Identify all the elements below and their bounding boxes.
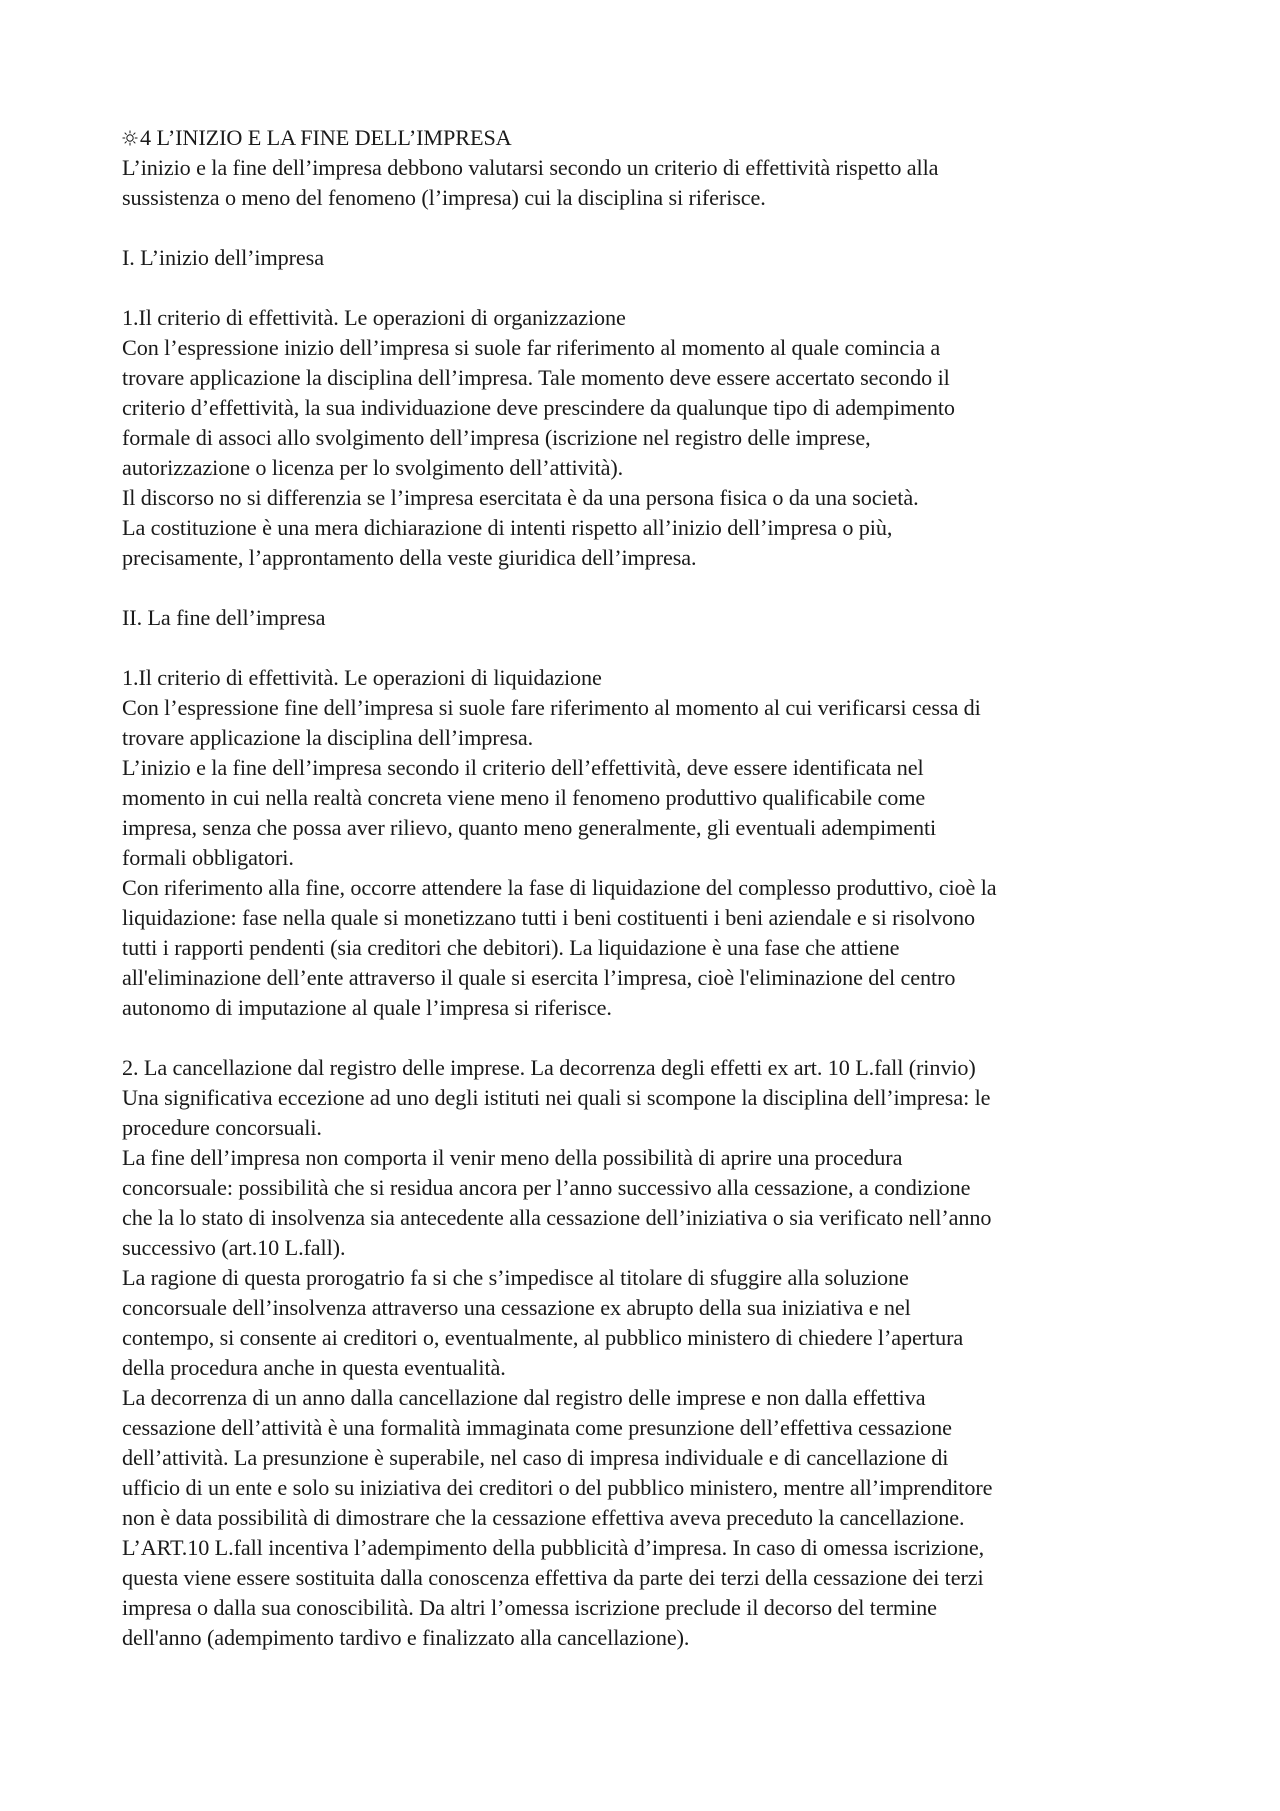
body-line: precisamente, l’approntamento della veste giuridica dell’impresa. [122,545,697,570]
body-line: L’ART.10 L.fall incentiva l’adempimento della pubblicità d’impresa. In caso di omessa iscrizione, [122,1535,985,1560]
intro-line: L’inizio e la fine dell’impresa debbono valutarsi secondo un criterio di effettività rispetto alla [122,155,939,180]
body-line: formali obbligatori. [122,845,294,870]
body-line: formale di associ allo svolgimento dell’impresa (iscrizione nel registro delle imprese, [122,425,871,450]
body-line: concorsuale dell’insolvenza attraverso una cessazione ex abrupto della sua iniziativa e nel [122,1295,911,1320]
sun-icon [122,130,138,146]
document-title-text: 4 L’INIZIO E LA FINE DELL’IMPRESA [140,125,512,150]
intro-line: sussistenza o meno del fenomeno (l’impresa) cui la disciplina si riferisce. [122,185,766,210]
section-heading: II. La fine dell’impresa [122,605,326,630]
body-line: liquidazione: fase nella quale si monetizzano tutti i beni costituenti i beni aziendale e si risolvono [122,905,976,930]
body-line: procedure concorsuali. [122,1115,322,1140]
body-line: all'eliminazione dell’ente attraverso il quale si esercita l’impresa, cioè l'eliminazione del centro [122,965,956,990]
blank-line [122,633,1162,663]
body-line: non è data possibilità di dimostrare che la cessazione effettiva aveva preceduto la cancellazione. [122,1505,965,1530]
body-line: trovare applicazione la disciplina dell’impresa. Tale momento deve essere accertato secondo il [122,365,950,390]
subsection-heading: 1.Il criterio di effettività. Le operazioni di organizzazione [122,305,626,330]
body-line: autorizzazione o licenza per lo svolgimento dell’attività). [122,455,624,480]
body-line: cessazione dell’attività è una formalità immaginata come presunzione dell’effettiva cessazione [122,1415,952,1440]
body-line: tutti i rapporti pendenti (sia creditori che debitori). La liquidazione è una fase che attiene [122,935,900,960]
body-line: Con l’espressione inizio dell’impresa si suole far riferimento al momento al quale comincia a [122,335,941,360]
body-line: dell’attività. La presunzione è superabile, nel caso di impresa individuale e di cancellazione di [122,1445,949,1470]
body-line: Una significativa eccezione ad uno degli istituti nei quali si scompone la disciplina dell’impresa: le [122,1085,991,1110]
body-line: impresa o dalla sua conoscibilità. Da altri l’omessa iscrizione preclude il decorso del termine [122,1595,937,1620]
document-page [122,123,1162,1653]
body-line: L’inizio e la fine dell’impresa secondo il criterio dell’effettività, deve essere identificata nel [122,755,924,780]
blank-line [122,1023,1162,1053]
section-heading: I. L’inizio dell’impresa [122,245,324,270]
body-line: questa viene essere sostituita dalla conoscenza effettiva da parte dei terzi della cessazione dei terzi [122,1565,984,1590]
document-title [122,123,1162,153]
subsection-heading: 1.Il criterio di effettività. Le operazioni di liquidazione [122,665,602,690]
body-line: successivo (art.10 L.fall). [122,1235,346,1260]
body-line: concorsuale: possibilità che si residua ancora per l’anno successivo alla cessazione, a condizione [122,1175,971,1200]
body-line: La fine dell’impresa non comporta il venir meno della possibilità di aprire una procedura [122,1145,903,1170]
body-line: Il discorso no si differenzia se l’impresa esercitata è da una persona fisica o da una società. [122,485,919,510]
subsection-heading: 2. La cancellazione dal registro delle imprese. La decorrenza degli effetti ex art. 10 L.fall (rinvio) [122,1055,976,1080]
body-line: della procedura anche in questa eventualità. [122,1355,506,1380]
body-line: Con l’espressione fine dell’impresa si suole fare riferimento al momento al cui verificarsi cessa di [122,695,981,720]
body-line: La ragione di questa prorogatrio fa si che s’impedisce al titolare di sfuggire alla soluzione [122,1265,909,1290]
body-line: che la lo stato di insolvenza sia antecedente alla cessazione dell’iniziativa o sia verificato nell’anno [122,1205,992,1230]
blank-line [122,273,1162,303]
blank-line [122,573,1162,603]
body-line: momento in cui nella realtà concreta viene meno il fenomeno produttivo qualificabile come [122,785,926,810]
body-line: dell'anno (adempimento tardivo e finalizzato alla cancellazione). [122,1625,690,1650]
body-line: La decorrenza di un anno dalla cancellazione dal registro delle imprese e non dalla effettiva [122,1385,926,1410]
body-line: criterio d’effettività, la sua individuazione deve prescindere da qualunque tipo di adempimento [122,395,955,420]
body-line: contempo, si consente ai creditori o, eventualmente, al pubblico ministero di chiedere l’apertura [122,1325,964,1350]
body-line: impresa, senza che possa aver rilievo, quanto meno generalmente, gli eventuali adempimenti [122,815,937,840]
body-line: La costituzione è una mera dichiarazione di intenti rispetto all’inizio dell’impresa o più, [122,515,893,540]
blank-line [122,213,1162,243]
body-line: trovare applicazione la disciplina dell’impresa. [122,725,534,750]
body-line: ufficio di un ente e solo su iniziativa dei creditori o del pubblico ministero, mentre all’imprenditore [122,1475,993,1500]
body-line: Con riferimento alla fine, occorre attendere la fase di liquidazione del complesso produttivo, cioè la [122,875,997,900]
body-line: autonomo di imputazione al quale l’impresa si riferisce. [122,995,612,1020]
